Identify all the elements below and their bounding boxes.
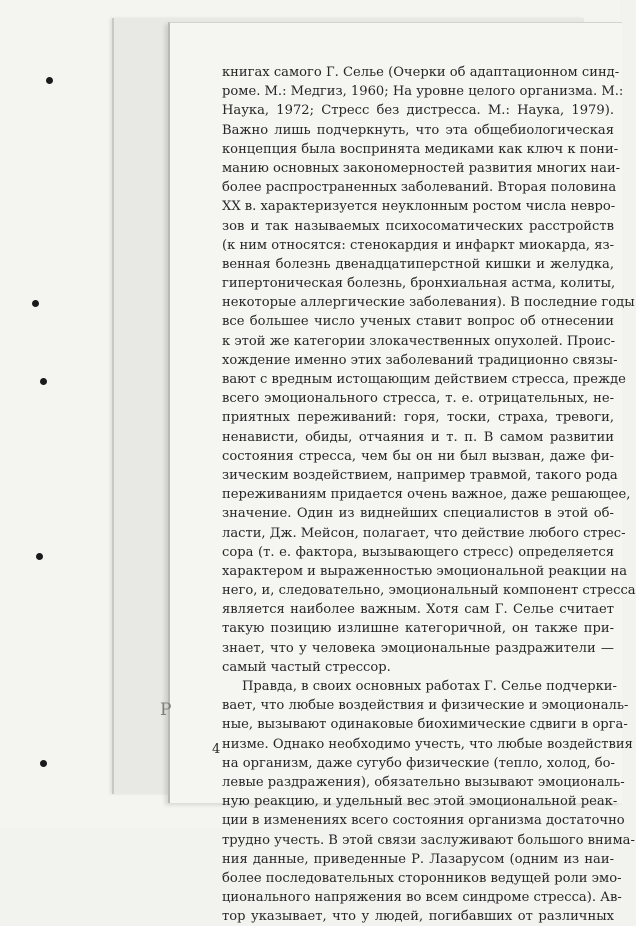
- text-line: Правда, в своих основных работах Г. Селье подчерки-: [242, 679, 617, 694]
- text-line: низме. Однако необходимо учесть, что любые воздействия: [222, 736, 633, 752]
- binder-hole-5: [40, 760, 47, 767]
- text-line: сора (т. е. фактора, вызывающего стресс) определяется: [222, 544, 614, 560]
- text-line: хождение именно этих заболеваний традиционно связы-: [222, 352, 618, 368]
- text-line: более распространенных заболеваний. Вторая половина: [222, 180, 617, 196]
- text-line: является наиболее важным. Хотя сам Г. Селье считает: [222, 602, 614, 618]
- text-line: ласти, Дж. Мейсон, полагает, что действие любого стрес-: [222, 525, 626, 541]
- text-line: концепция была воспринята медиками как ключ к пони-: [222, 141, 619, 157]
- binder-hole-3: [40, 378, 47, 385]
- text-line: ционального напряжения во всем синдроме стресса). Ав-: [222, 890, 622, 906]
- text-line: роме. М.: Медгиз, 1960; На уровне целого организма. М.:: [222, 84, 624, 100]
- binder-hole-4: [36, 553, 43, 560]
- text-line: все большее число ученых ставит вопрос об отнесении: [222, 314, 614, 330]
- text-line: зов и так называемых психосоматических расстройств: [222, 218, 614, 234]
- text-line: вают с вредным истощающим действием стресса, прежде: [222, 372, 626, 387]
- text-line: самый частый стрессор.: [222, 659, 391, 675]
- text-line: Наука, 1972; Стресс без дистресса. М.: Наука, 1979).: [222, 103, 614, 119]
- page-number: 4: [212, 742, 221, 757]
- text-line: ную реакцию, и удельный вес этой эмоциональной реак-: [222, 794, 618, 810]
- text-line: тор указывает, что у людей, погибавших от различных: [222, 909, 614, 925]
- text-line: ции в изменениях всего состояния организма достаточно: [222, 813, 625, 829]
- text-line: зическим воздействием, например травмой, такого рода: [222, 467, 618, 483]
- text-line: более последовательных сторонников ведущей роли эмо-: [222, 870, 622, 886]
- text-line: вает, что любые воздействия и физические и эмоциональ-: [222, 698, 629, 714]
- text-line: состояния стресса, чем бы он ни был вызван, даже фи-: [222, 448, 614, 464]
- text-line: переживаниям придается очень важное, даже решающее,: [222, 487, 631, 503]
- binder-hole-2: [32, 300, 39, 307]
- binder-hole-1: [46, 77, 53, 84]
- text-line: такую позицию излишне категоричной, он также при-: [222, 621, 614, 637]
- text-line: ния данные, приведенные Р. Лазарусом (одним из наи-: [222, 851, 614, 867]
- text-line: некоторые аллергические заболевания). В последние годы: [222, 295, 635, 311]
- text-line: характером и выраженностью эмоциональной реакции на: [222, 563, 628, 579]
- text-line: ные, вызывают одинаковые биохимические сдвиги в орга-: [222, 717, 628, 733]
- text-line: гипертоническая болезнь, бронхиальная астма, колиты,: [222, 276, 616, 292]
- text-line: манию основных закономерностей развития многих наи-: [222, 160, 621, 176]
- body-text: [222, 63, 636, 926]
- text-line: на организм, даже сугубо физические (тепло, холод, бо-: [222, 755, 615, 771]
- text-line: приятных переживаний: горя, тоски, страха, тревоги,: [222, 410, 614, 426]
- text-line: него, и, следовательно, эмоциональный компонент стресса: [222, 583, 636, 599]
- text-line: трудно учесть. В этой связи заслуживают большого внима-: [222, 832, 635, 848]
- text-line: знает, что у человека эмоциональные раздражители —: [222, 640, 614, 656]
- text-line: книгах самого Г. Селье (Очерки об адаптационном синд-: [222, 65, 620, 80]
- text-line: ненависти, обиды, отчаяния и т. п. В самом развитии: [222, 429, 614, 445]
- text-line: всего эмоционального стресса, т. е. отрицательных, не-: [222, 391, 614, 407]
- text-line: XX в. характеризуется неуклонным ростом числа невро-: [222, 199, 616, 215]
- text-line: левые раздражения), обязательно вызывают эмоциональ-: [222, 774, 625, 790]
- text-line: (к ним относятся: стенокардия и инфаркт миокарда, яз-: [222, 237, 615, 253]
- back-page-letter: Р: [160, 700, 172, 720]
- text-line: значение. Один из виднейших специалистов в этой об-: [222, 506, 614, 522]
- text-line: венная болезнь двенадцатиперстной кишки и желудка,: [222, 256, 614, 272]
- text-line: к этой же категории злокачественных опухолей. Проис-: [222, 333, 616, 349]
- text-line: Важно лишь подчеркнуть, что эта общебиологическая: [222, 122, 614, 138]
